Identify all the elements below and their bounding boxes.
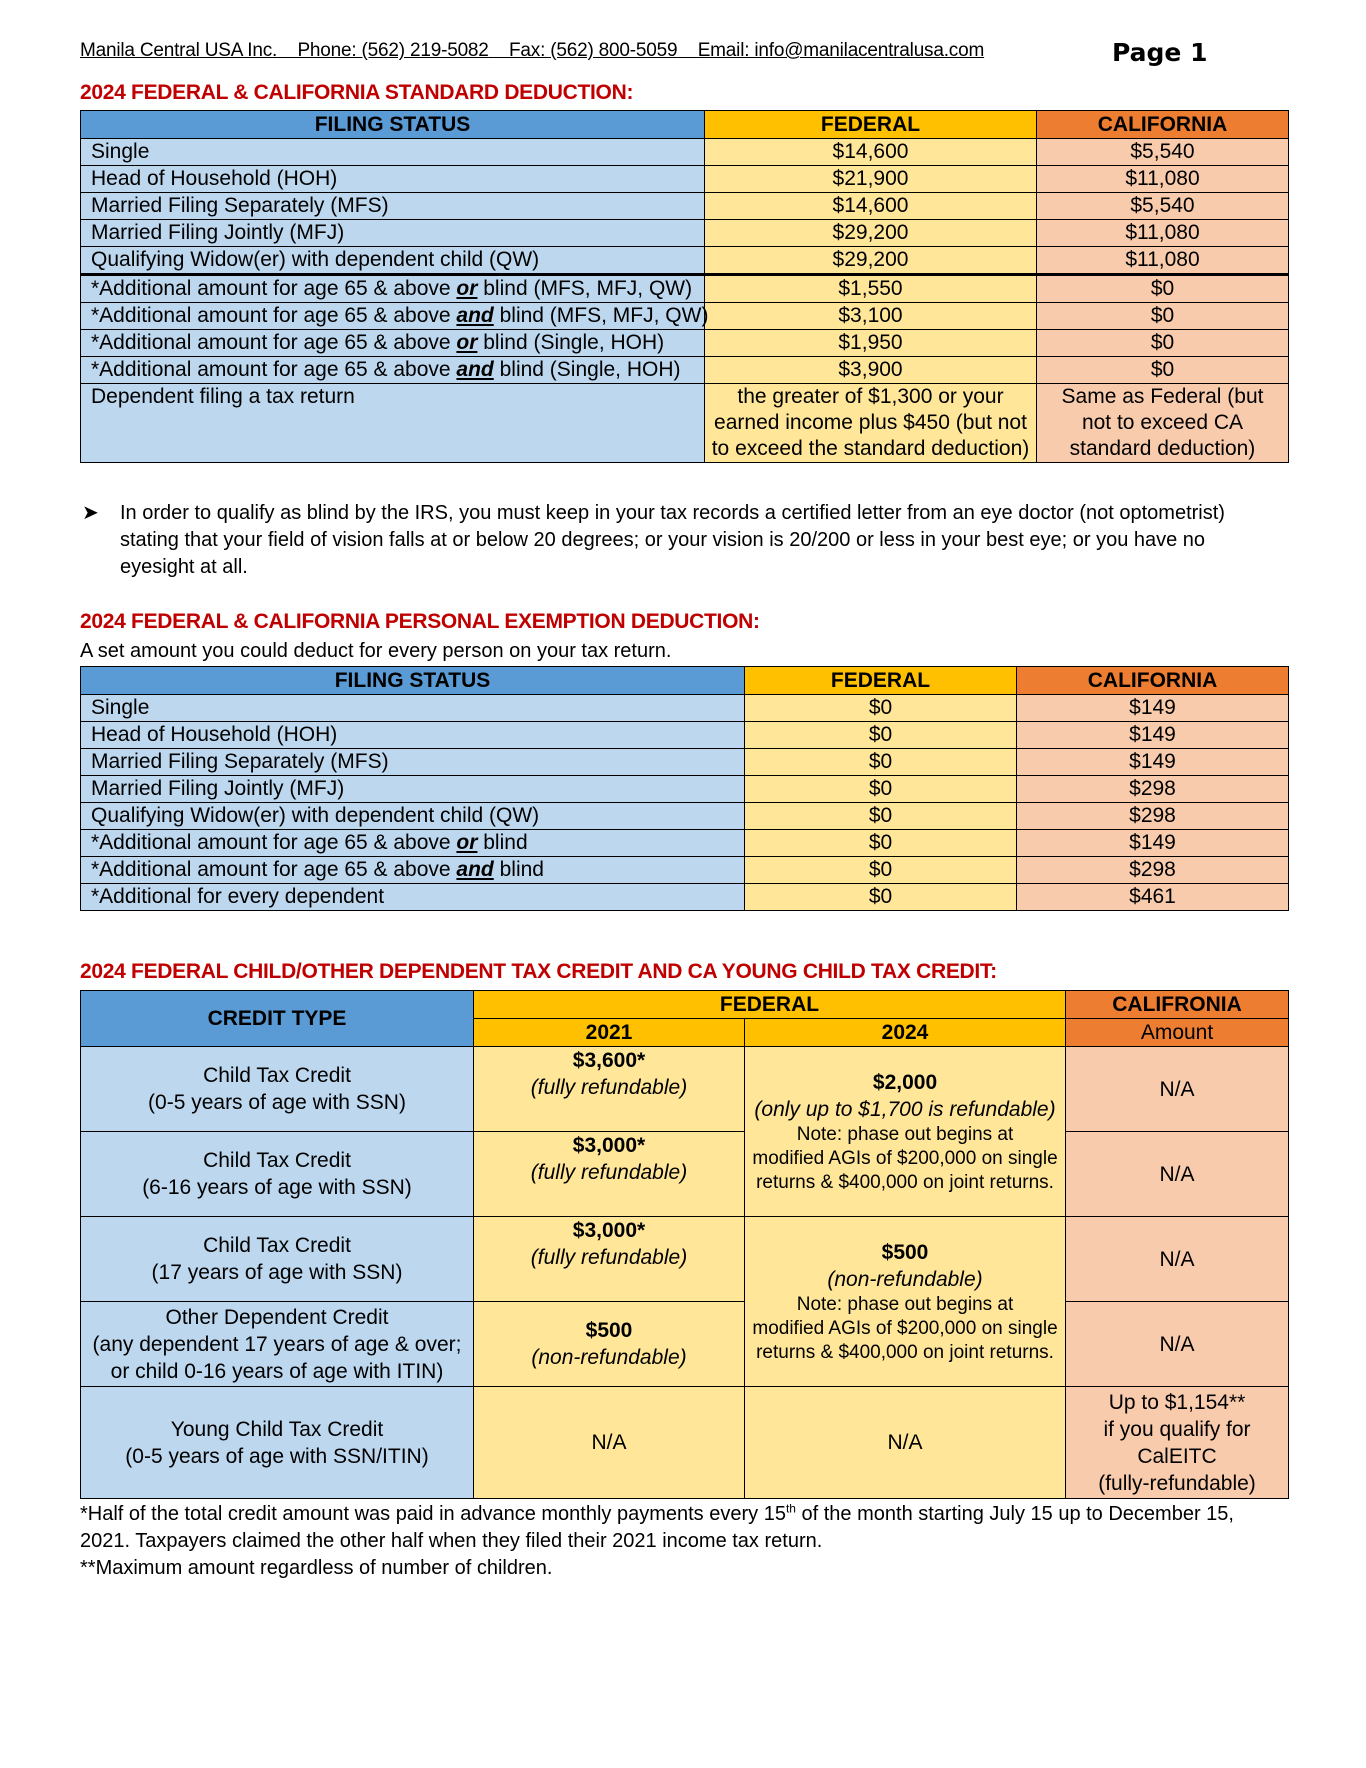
california-amount-cell: $0 bbox=[1037, 275, 1289, 303]
table-header-row bbox=[81, 111, 1289, 139]
table-row bbox=[81, 776, 1289, 803]
federal-amount-cell: $0 bbox=[745, 803, 1017, 830]
contact-line bbox=[80, 40, 984, 62]
cell-line: standard deduction) bbox=[1069, 437, 1256, 460]
federal-amount-cell: $0 bbox=[745, 776, 1017, 803]
cell-line: not to exceed CA bbox=[1081, 411, 1244, 434]
amount-2021-cell bbox=[474, 1132, 745, 1217]
credit-age-range: (0-5 years of age with SSN/ITIN) bbox=[125, 1444, 429, 1468]
cell-line: earned income plus $450 (but not bbox=[714, 411, 1027, 434]
federal-amount-cell: $0 bbox=[745, 830, 1017, 857]
header-credit-type: CREDIT TYPE bbox=[81, 991, 474, 1047]
amount-2021-cell bbox=[474, 1047, 745, 1132]
personal-exemption-subtitle: A set amount you could deduct for every person on your tax return. bbox=[80, 640, 672, 662]
status-text: blind (MFS, MFJ, QW) bbox=[493, 304, 709, 327]
federal-amount-cell: $1,550 bbox=[705, 275, 1037, 303]
fax-number: Fax: (562) 800-5059 bbox=[509, 40, 678, 61]
refund-note: (fully refundable) bbox=[530, 1161, 688, 1184]
credit-type-cell bbox=[81, 1387, 474, 1499]
footnote-maximum: **Maximum amount regardless of number of children. bbox=[80, 1557, 553, 1579]
table-row bbox=[81, 884, 1289, 911]
california-amount-cell: $298 bbox=[1017, 803, 1289, 830]
federal-amount-cell: $3,900 bbox=[705, 357, 1037, 384]
header-2024: 2024 bbox=[745, 1019, 1066, 1047]
ca-amount-cell bbox=[1066, 1387, 1289, 1499]
table-row bbox=[81, 139, 1289, 166]
table-row bbox=[81, 1132, 1289, 1217]
filing-status-cell: Dependent filing a tax return bbox=[81, 384, 705, 463]
header-federal: FEDERAL bbox=[745, 667, 1017, 695]
status-text: *Additional amount for age 65 & above bbox=[91, 277, 457, 300]
table-row bbox=[81, 1302, 1289, 1387]
status-text: *Additional amount for age 65 & above bbox=[91, 858, 457, 881]
amount-2021-cell bbox=[474, 1302, 745, 1387]
header-federal: FEDERAL bbox=[705, 111, 1037, 139]
credit-age-range: or child 0-16 years of age with ITIN) bbox=[110, 1359, 444, 1383]
amount-2021: $3,000* bbox=[572, 1219, 646, 1242]
california-amount-cell: $149 bbox=[1017, 722, 1289, 749]
page-header bbox=[80, 38, 1288, 68]
credit-age-range: (0-5 years of age with SSN) bbox=[148, 1091, 406, 1114]
filing-status-cell bbox=[81, 357, 705, 384]
status-conjunction: and bbox=[456, 304, 494, 327]
status-text: Head of Household (HOH) bbox=[91, 723, 338, 746]
filing-status-cell: Qualifying Widow(er) with dependent child (QW) bbox=[81, 247, 705, 275]
table-row bbox=[81, 722, 1289, 749]
filing-status-cell bbox=[81, 857, 745, 884]
filing-status-cell bbox=[81, 330, 705, 357]
personal-exemption-title: 2024 FEDERAL & CALIFORNIA PERSONAL EXEMPTION DEDUCTION: bbox=[80, 610, 760, 633]
phase-out-note: returns & $400,000 on joint returns. bbox=[756, 1171, 1054, 1193]
child-credit-title: 2024 FEDERAL CHILD/OTHER DEPENDENT TAX CREDIT AND CA YOUNG CHILD TAX CREDIT: bbox=[80, 960, 997, 983]
table-row bbox=[81, 695, 1289, 722]
ca-amount-line: (fully-refundable) bbox=[1098, 1471, 1256, 1495]
phase-out-note: modified AGIs of $200,000 on single bbox=[752, 1317, 1058, 1339]
table-row bbox=[81, 330, 1289, 357]
amount-2024-group-cell bbox=[745, 1217, 1066, 1387]
amount-2024: $2,000 bbox=[872, 1070, 938, 1094]
refund-note: (fully refundable) bbox=[530, 1076, 688, 1099]
phone-number: Phone: (562) 219-5082 bbox=[297, 40, 489, 61]
table-header-row bbox=[81, 991, 1289, 1019]
california-amount-cell: $149 bbox=[1017, 749, 1289, 776]
refund-note: (fully refundable) bbox=[530, 1246, 688, 1269]
table-header-row bbox=[81, 667, 1289, 695]
filing-status-cell: Single bbox=[81, 139, 705, 166]
filing-status-cell: Married Filing Jointly (MFJ) bbox=[81, 220, 705, 247]
federal-amount-cell: $1,950 bbox=[705, 330, 1037, 357]
filing-status-cell bbox=[81, 884, 745, 911]
arrow-bullet-icon: ➤ bbox=[82, 502, 99, 524]
filing-status-cell bbox=[81, 722, 745, 749]
california-amount-cell bbox=[1037, 384, 1289, 463]
company-name: Manila Central USA Inc. bbox=[80, 40, 278, 61]
bullet-line: eyesight at all. bbox=[120, 556, 248, 578]
status-conjunction: or bbox=[456, 331, 478, 354]
status-text: blind (MFS, MFJ, QW) bbox=[477, 277, 693, 300]
status-text: blind (Single, HOH) bbox=[477, 331, 665, 354]
amount-2024-group-cell bbox=[745, 1047, 1066, 1217]
table-row bbox=[81, 193, 1289, 220]
credit-age-range: (6-16 years of age with SSN) bbox=[142, 1176, 412, 1199]
california-amount-cell: $149 bbox=[1017, 830, 1289, 857]
amount-2021-cell: N/A bbox=[474, 1387, 745, 1499]
bullet-line: stating that your field of vision falls at or below 20 degrees; or your vision is 20/200 or less in your best eye; or you have no bbox=[120, 529, 1206, 551]
table-row bbox=[81, 1047, 1289, 1132]
federal-amount-cell: $0 bbox=[745, 884, 1017, 911]
status-conjunction: or bbox=[456, 277, 478, 300]
status-text: Married Filing Jointly (MFJ) bbox=[91, 777, 345, 800]
footnote-text: *Half of the total credit amount was paid in advance monthly payments every 15 bbox=[80, 1503, 786, 1525]
cell-line: the greater of $1,300 or your bbox=[737, 385, 1004, 408]
ca-amount-line: if you qualify for bbox=[1103, 1417, 1251, 1441]
table-row bbox=[81, 857, 1289, 884]
ca-amount-line: Up to $1,154** bbox=[1108, 1390, 1246, 1414]
credit-name: Other Dependent Credit bbox=[165, 1305, 389, 1329]
credit-type-cell bbox=[81, 1047, 474, 1132]
federal-amount-cell: $0 bbox=[745, 749, 1017, 776]
phase-out-note: Note: phase out begins at bbox=[796, 1123, 1014, 1145]
status-text: *Additional amount for age 65 & above bbox=[91, 358, 457, 381]
federal-amount-cell: $29,200 bbox=[705, 220, 1037, 247]
filing-status-cell bbox=[81, 303, 709, 330]
credit-name: Child Tax Credit bbox=[203, 1234, 351, 1257]
california-amount-cell: $11,080 bbox=[1037, 166, 1289, 193]
refund-note: (non-refundable) bbox=[531, 1346, 687, 1369]
california-amount-cell: $149 bbox=[1017, 695, 1289, 722]
standard-deduction-table bbox=[80, 110, 1289, 463]
status-text: Qualifying Widow(er) with dependent child (QW) bbox=[91, 804, 540, 827]
status-text: *Additional for every dependent bbox=[91, 885, 385, 908]
header-california: CALIFRONIA bbox=[1066, 991, 1289, 1019]
header-2021: 2021 bbox=[474, 1019, 745, 1047]
table-row bbox=[81, 275, 1289, 303]
federal-amount-cell: $0 bbox=[745, 722, 1017, 749]
cell-line: Same as Federal (but bbox=[1061, 385, 1264, 408]
credit-age-range: (17 years of age with SSN) bbox=[151, 1261, 403, 1284]
filing-status-cell: Married Filing Separately (MFS) bbox=[81, 193, 705, 220]
california-amount-cell: $5,540 bbox=[1037, 139, 1289, 166]
california-amount-cell: $0 bbox=[1037, 357, 1289, 384]
filing-status-cell: Head of Household (HOH) bbox=[81, 166, 705, 193]
standard-deduction-title: 2024 FEDERAL & CALIFORNIA STANDARD DEDUCTION: bbox=[80, 81, 634, 104]
credit-type-cell bbox=[81, 1132, 474, 1217]
ca-amount-cell: N/A bbox=[1066, 1302, 1289, 1387]
amount-2021: $3,600* bbox=[572, 1049, 646, 1072]
phase-out-note: Note: phase out begins at bbox=[796, 1293, 1014, 1315]
status-conjunction: and bbox=[456, 858, 494, 881]
federal-amount-cell: $0 bbox=[745, 857, 1017, 884]
california-amount-cell: $11,080 bbox=[1037, 247, 1289, 275]
filing-status-cell bbox=[81, 695, 745, 722]
table-row bbox=[81, 1217, 1289, 1302]
status-text: blind bbox=[477, 831, 528, 854]
filing-status-cell bbox=[81, 749, 745, 776]
federal-amount-cell bbox=[705, 384, 1037, 463]
status-text: blind bbox=[493, 858, 544, 881]
federal-amount-cell: $21,900 bbox=[705, 166, 1037, 193]
table-row bbox=[81, 357, 1289, 384]
table-row bbox=[81, 166, 1289, 193]
amount-2024: $500 bbox=[881, 1240, 929, 1264]
credit-type-cell bbox=[81, 1217, 474, 1302]
child-credit-table bbox=[80, 990, 1289, 1499]
california-amount-cell: $461 bbox=[1017, 884, 1289, 911]
email-address: Email: info@manilacentralusa.com bbox=[697, 40, 985, 61]
refund-note: (non-refundable) bbox=[827, 1267, 983, 1291]
california-amount-cell: $298 bbox=[1017, 857, 1289, 884]
amount-2021: $3,000* bbox=[572, 1134, 646, 1157]
table-row bbox=[81, 749, 1289, 776]
credit-name: Young Child Tax Credit bbox=[170, 1417, 384, 1441]
status-conjunction: or bbox=[456, 831, 478, 854]
california-amount-cell: $298 bbox=[1017, 776, 1289, 803]
header-amount: Amount bbox=[1066, 1019, 1289, 1047]
header-california: CALIFORNIA bbox=[1017, 667, 1289, 695]
table-row bbox=[81, 384, 1289, 463]
federal-amount-cell: $29,200 bbox=[705, 247, 1037, 275]
amount-2021-cell bbox=[474, 1217, 745, 1302]
table-row bbox=[81, 303, 1289, 330]
header-filing-status: FILING STATUS bbox=[81, 667, 745, 695]
amount-2021: $500 bbox=[585, 1319, 633, 1342]
filing-status-cell bbox=[81, 803, 745, 830]
page-number: Page 1 bbox=[1112, 38, 1208, 67]
table-row bbox=[81, 220, 1289, 247]
filing-status-cell bbox=[81, 275, 705, 303]
credit-age-range: (any dependent 17 years of age & over; bbox=[92, 1332, 462, 1356]
table-row bbox=[81, 247, 1289, 275]
footnote-superscript: th bbox=[785, 1501, 796, 1516]
ca-amount-cell: N/A bbox=[1066, 1047, 1289, 1132]
table-row bbox=[81, 803, 1289, 830]
footnotes bbox=[80, 1501, 1288, 1582]
status-conjunction: and bbox=[456, 358, 494, 381]
status-text: blind (Single, HOH) bbox=[493, 358, 681, 381]
credit-type-cell bbox=[81, 1302, 474, 1387]
table-row bbox=[81, 1387, 1289, 1499]
credit-name: Child Tax Credit bbox=[203, 1149, 351, 1172]
header-california: CALIFORNIA bbox=[1037, 111, 1289, 139]
status-text: *Additional amount for age 65 & above bbox=[91, 331, 457, 354]
filing-status-cell bbox=[81, 776, 745, 803]
california-amount-cell: $0 bbox=[1037, 330, 1289, 357]
header-federal: FEDERAL bbox=[474, 991, 1066, 1019]
credit-name: Child Tax Credit bbox=[203, 1064, 351, 1087]
footnote-text: of the month starting July 15 up to December 15, bbox=[795, 1503, 1234, 1525]
footnote-text: 2021. Taxpayers claimed the other half when they filed their 2021 income tax return. bbox=[80, 1530, 823, 1552]
status-text: *Additional amount for age 65 & above bbox=[91, 304, 457, 327]
california-amount-cell: $0 bbox=[1037, 303, 1289, 330]
phase-out-note: returns & $400,000 on joint returns. bbox=[756, 1341, 1054, 1363]
ca-amount-line: CalEITC bbox=[1137, 1444, 1217, 1468]
status-text: *Additional amount for age 65 & above bbox=[91, 831, 457, 854]
phase-out-note: modified AGIs of $200,000 on single bbox=[752, 1147, 1058, 1169]
federal-amount-cell: $14,600 bbox=[705, 193, 1037, 220]
california-amount-cell: $11,080 bbox=[1037, 220, 1289, 247]
filing-status-cell bbox=[81, 830, 745, 857]
amount-2024-cell: N/A bbox=[745, 1387, 1066, 1499]
table-row bbox=[81, 830, 1289, 857]
bullet-line: In order to qualify as blind by the IRS, you must keep in your tax records a certified letter from an eye doctor (not optometrist) bbox=[120, 502, 1225, 524]
federal-amount-cell: $3,100 bbox=[705, 303, 1037, 330]
footnote-advance-payments bbox=[80, 1501, 1288, 1528]
personal-exemption-table bbox=[80, 666, 1289, 911]
ca-amount-cell: N/A bbox=[1066, 1217, 1289, 1302]
status-text: Single bbox=[91, 696, 150, 719]
ca-amount-cell: N/A bbox=[1066, 1132, 1289, 1217]
california-amount-cell: $5,540 bbox=[1037, 193, 1289, 220]
status-text: Married Filing Separately (MFS) bbox=[91, 750, 389, 773]
header-filing-status: FILING STATUS bbox=[81, 111, 705, 139]
refund-note: (only up to $1,700 is refundable) bbox=[754, 1097, 1056, 1121]
federal-amount-cell: $14,600 bbox=[705, 139, 1037, 166]
federal-amount-cell: $0 bbox=[745, 695, 1017, 722]
cell-line: to exceed the standard deduction) bbox=[711, 437, 1030, 460]
